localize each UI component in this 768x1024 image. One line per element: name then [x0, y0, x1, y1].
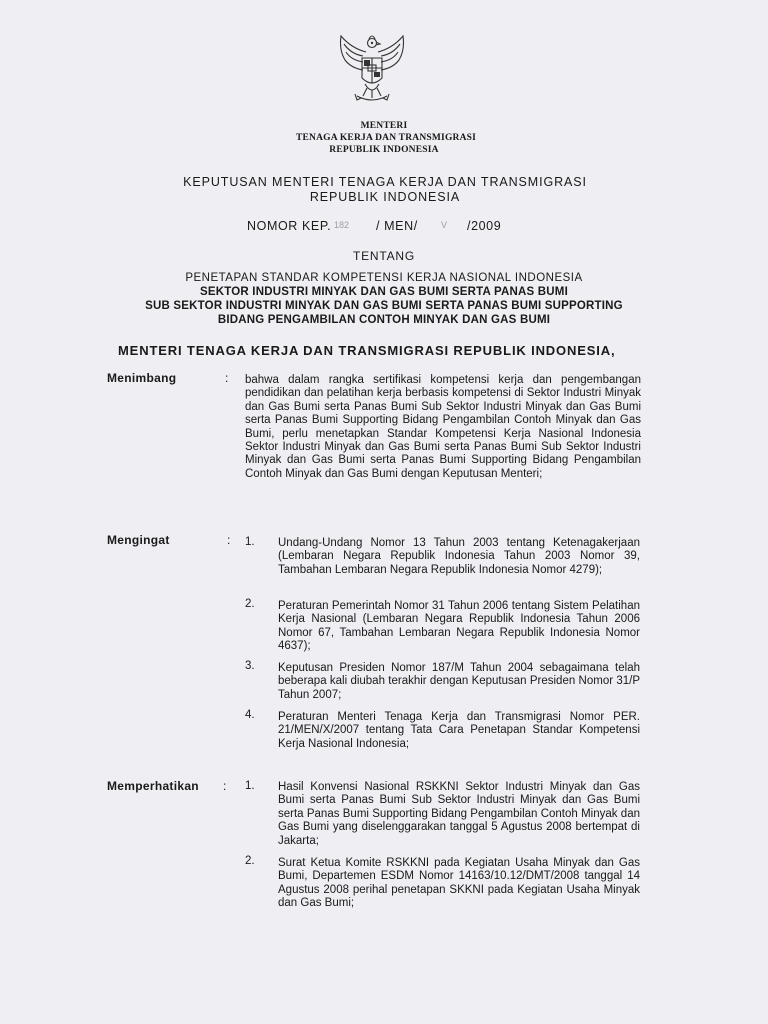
mengingat-colon: : [227, 533, 231, 547]
garuda-pancasila-emblem [333, 30, 411, 110]
mengingat-item-number: 2. [245, 598, 255, 610]
nomor-men: / MEN/ [376, 219, 418, 233]
mengingat-label: Mengingat [107, 533, 170, 547]
nomor-number: 182 [334, 220, 350, 230]
mengingat-item-text: Undang-Undang Nomor 13 Tahun 2003 tentang Ketenagakerjaan (Lembaran Negara Republik Indonesia Tahun 2003 Nomor 39, Tambahan Lembaran Negara Republik Indonesia Nomor 4279); [278, 537, 640, 576]
decree-title-line1: KEPUTUSAN MENTERI TENAGA KERJA DAN TRANSMIGRASI [183, 175, 587, 189]
memperhatikan-colon: : [223, 779, 227, 793]
mengingat-item-text: Peraturan Pemerintah Nomor 31 Tahun 2006 tentang Sistem Pelatihan Kerja Nasional (Lembaran Negara Republik Indonesia Tahun 2006 Nomor 67, Tambahan Lembaran Negara Republik Indonesia Nomor 4637); [278, 600, 640, 653]
menimbang-colon: : [225, 371, 229, 385]
mengingat-item-number: 4. [245, 709, 255, 721]
mengingat-item-text: Peraturan Menteri Tenaga Kerja dan Transmigrasi Nomor PER. 21/MEN/X/2007 tentang Tata Cara Penetapan Standar Kompetensi Kerja Nasional Indonesia; [278, 711, 640, 750]
nomor-month: V [441, 220, 448, 230]
letterhead-menteri: MENTERI [360, 121, 408, 131]
subject-line: SEKTOR INDUSTRI MINYAK DAN GAS BUMI SERTA PANAS BUMI [200, 286, 568, 298]
memperhatikan-item-number: 1. [245, 780, 255, 792]
memperhatikan-label: Memperhatikan [107, 779, 199, 793]
mengingat-item-text: Keputusan Presiden Nomor 187/M Tahun 2004 sebagaimana telah beberapa kali diubah terakhir dengan Keputusan Presiden Nomor 31/P Tahun 2007; [278, 662, 640, 701]
letterhead-ministry: TENAGA KERJA DAN TRANSMIGRASI [295, 133, 477, 143]
menimbang-label: Menimbang [107, 371, 177, 385]
subject-line: PENETAPAN STANDAR KOMPETENSI KERJA NASIONAL INDONESIA [185, 272, 583, 284]
mengingat-item-number: 3. [245, 660, 255, 672]
letterhead-country: REPUBLIK INDONESIA [329, 145, 439, 155]
memperhatikan-item-number: 2. [245, 855, 255, 867]
subject-line: BIDANG PENGAMBILAN CONTOH MINYAK DAN GAS BUMI [217, 314, 551, 326]
menimbang-text: bahwa dalam rangka sertifikasi kompetensi kerja dan pengembangan pendidikan dan pelatihan kerja berbasis kompetensi di Sektor Industri Minyak dan Gas Bumi serta Panas Bumi Sub Sektor Industri Minyak dan Gas Bumi serta Panas Bumi Supporting Bidang Pengambilan Contoh Minyak dan Gas Bumi, perlu menetapkan Standar Kompetensi Kerja Nasional Indonesia Sektor Industri Minyak dan Gas Bumi serta Panas Bumi Sub Sektor Industri Minyak dan Gas Bumi serta Panas Bumi Supporting Bidang Pengambilan Contoh Minyak dan Gas Bumi dengan Keputusan Menteri; [245, 374, 641, 480]
subject-line: SUB SEKTOR INDUSTRI MINYAK DAN GAS BUMI SERTA PANAS BUMI SUPPORTING [145, 300, 623, 312]
nomor-prefix: NOMOR KEP. [247, 219, 332, 233]
tentang-heading: TENTANG [352, 249, 416, 263]
decree-title-line2: REPUBLIK INDONESIA [309, 190, 461, 204]
mengingat-item-number: 1. [245, 536, 255, 548]
nomor-year: /2009 [467, 219, 502, 233]
memperhatikan-item-text: Surat Ketua Komite RSKKNI pada Kegiatan Usaha Minyak dan Gas Bumi, Departemen ESDM Nomor 14163/10.12/DMT/2008 tanggal 14 Agustus 2008 perihal penetapan SKKNI pada Kegiatan Usaha Minyak dan Gas Bumi; [278, 857, 640, 910]
menteri-heading: MENTERI TENAGA KERJA DAN TRANSMIGRASI REPUBLIK INDONESIA, [118, 343, 616, 358]
memperhatikan-item-text: Hasil Konvensi Nasional RSKKNI Sektor Industri Minyak dan Gas Bumi serta Panas Bumi Sub Sektor Industri Minyak dan Gas Bumi serta Panas Bumi Supporting Bidang Pengambilan Contoh Minyak dan Gas Bumi yang diselenggarakan tanggal 5 Agustus 2008 bertempat di Jakarta; [278, 781, 640, 847]
